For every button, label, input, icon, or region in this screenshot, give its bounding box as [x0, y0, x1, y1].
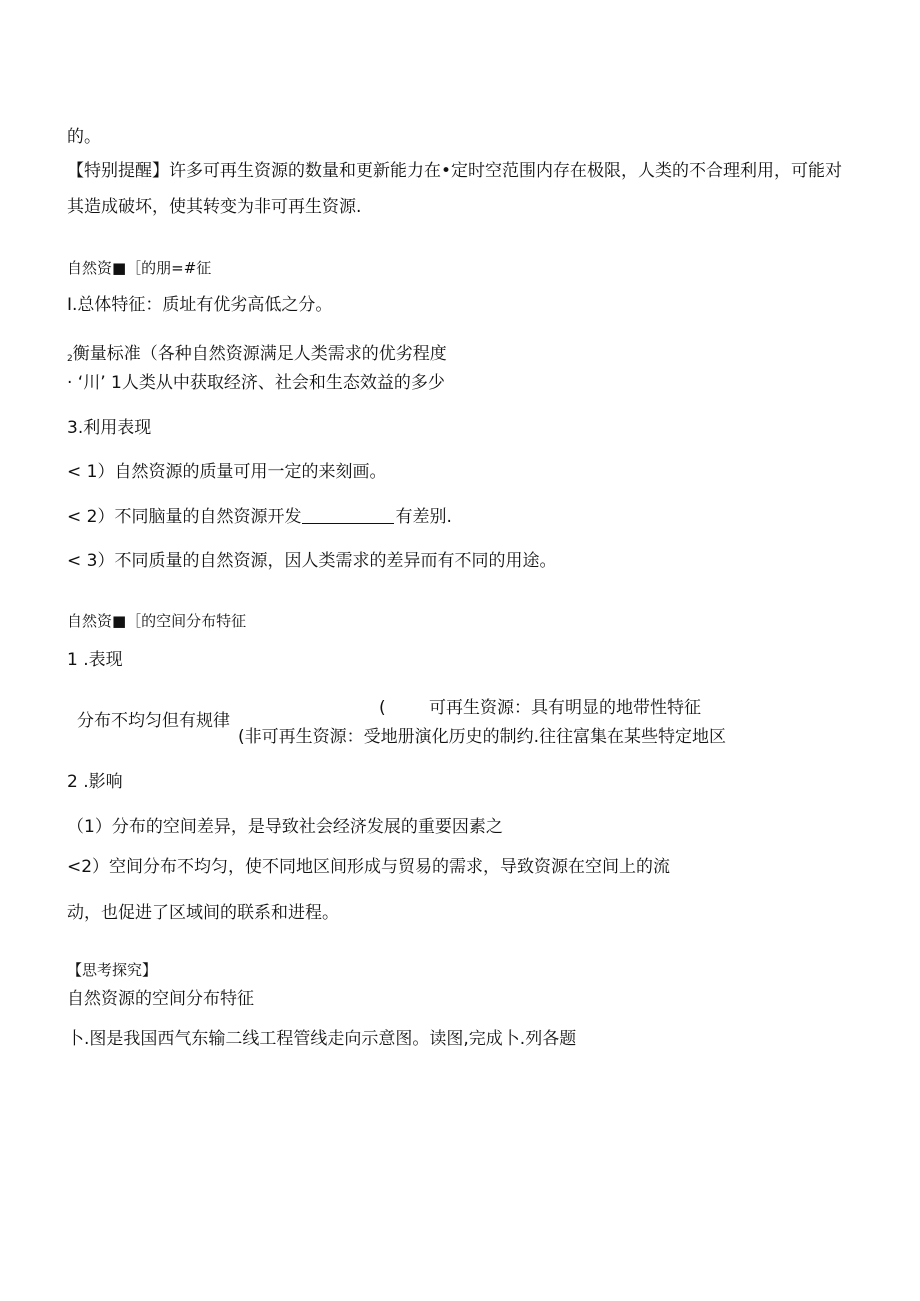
list-number-2: 2 [67, 354, 73, 364]
benefit-line: · ‘川’ 1人类从中获取经济、社会和生态效益的多少 [67, 373, 445, 393]
think-explore-heading: 【思考探究】 [67, 961, 158, 979]
performance-heading: 1 .表现 [67, 650, 123, 670]
influence-item-2-line-1: <2）空间分布不均匀，使不同地区间形成与贸易的需求，导致资源在空间上的流 [67, 857, 671, 877]
influence-heading: 2 .影响 [67, 772, 123, 792]
text-line-continuation: 的。 [67, 127, 101, 147]
usage-item-2 [67, 508, 452, 526]
measure-standard-line [67, 346, 447, 364]
fill-in-blank[interactable] [302, 508, 394, 524]
question-intro: 卜.图是我国西气东输二线工程管线走向示意图。读图,完成卜.列各题 [67, 1029, 577, 1049]
influence-item-2-line-2: 动，也促进了区域间的联系和进程。 [67, 903, 339, 923]
overall-feature-line: I.总体特征：质址有优劣高低之分。 [67, 295, 333, 315]
usage-item-2-text-a: < 2）不同脑量的自然资源开发 [67, 507, 302, 527]
section-heading-quality: 自然资■［的朋=#征 [67, 259, 212, 277]
usage-performance-heading: 3.利用表现 [67, 418, 152, 438]
measure-standard-text: 衡量标准（各种自然资源满足人类需求的优劣程度 [72, 344, 447, 364]
brace-paren: ( [379, 698, 386, 718]
usage-item-3: < 3）不同质量的自然资源，因人类需求的差异而有不同的用途。 [67, 551, 557, 571]
special-reminder-line-2: 其造成破坏，使其转变为非可再生资源. [67, 197, 362, 217]
nonrenewable-resource-line: (非可再生资源：受地册演化历史的制约.往往富集在某些特定地区 [238, 727, 727, 747]
usage-item-2-text-b: 有差别. [395, 507, 452, 527]
special-reminder-line-1: 【特别提醒】许多可再生资源的数量和更新能力在•定时空范围内存在极限，人类的不合理利用，可能对 [67, 161, 843, 181]
think-explore-topic: 自然资源的空间分布特征 [67, 989, 254, 1009]
usage-item-1: < 1）自然资源的质量可用一定的来刻画。 [67, 462, 387, 482]
influence-item-1: （1）分布的空间差异，是导致社会经济发展的重要因素之 [67, 817, 503, 837]
section-heading-distribution: 自然资■［的空间分布特征 [67, 612, 247, 630]
renewable-resource-line: 可再生资源：具有明显的地带性特征 [429, 698, 701, 718]
distribution-summary: 分布不均匀但有规律 [77, 711, 230, 731]
